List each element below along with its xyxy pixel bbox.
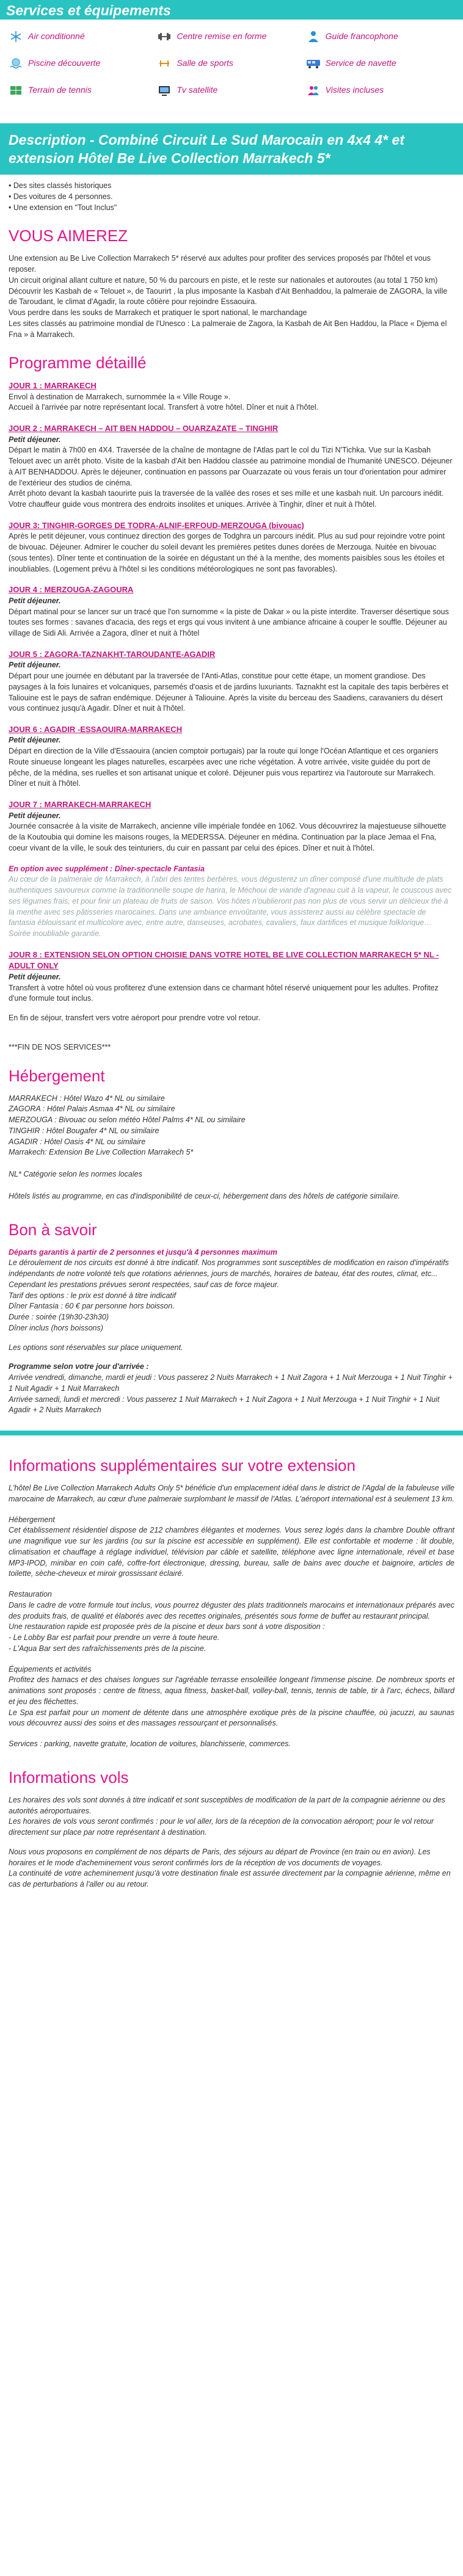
day-title: JOUR 7 : MARRAKECH-MARRAKECH — [9, 800, 151, 810]
infos-equip-text: Profitez des hamacs et des chaises longues sur l'agréable terrasse ensoleillée longeant l'immense piscine. De nombreux sports et animations sont proposés : centre de fitness, aqua fitness, basket-ball, volley-ball, tennis, tennis de table, tir à l'arc, échecs, billard et jeu des fléchettes. Le Spa est parfait pour un moment de détente dans une atmosphère exotique près de la piscine chauffée, où jacuzzi, au saunas vous découvrez aussi des soins et des massages ressourçant et personnalisés. — [9, 1675, 454, 1728]
day-7 — [9, 799, 454, 854]
infos-content — [0, 1456, 463, 1890]
hebergement-list: MARRAKECH : Hôtel Wazo 4* NL ou similaire ZAGORA : Hôtel Palais Asmaa 4* NL ou similaire MERZOUGA : Bivouac ou selon météo Hôtel Palms 4* NL ou similaire TINGHIR : Hôtel Bougafer 4* NL ou similaire AGADIR : Hôtel Oasis 4* NL ou similaire Marrakech: Extension Be Live Collection Marrakech 5* — [9, 1094, 246, 1157]
day-sub: Petit déjeuner. — [9, 596, 61, 605]
service-outdoor-pool: Piscine découverte — [9, 56, 157, 71]
day-title: JOUR 5 : ZAGORA-TAZNAKHT-TAROUDANTE-AGADIR — [9, 649, 216, 659]
bon-options-note: Les options sont réservables sur place uniquement. — [9, 1343, 183, 1352]
services-grid — [0, 20, 463, 104]
bon-highlight: Départs garantis à partir de 2 personnes et jusqu'à 4 personnes maximum — [9, 1247, 277, 1257]
hebergement-note-2: Hôtels listés au programme, en cas d'indisponibilité de ceux-ci, hébergement dans des hôtels de catégorie similaire. — [9, 1191, 400, 1200]
service-french-guide: Guide francophone — [306, 29, 454, 44]
day-sub: Petit déjeuner. — [9, 736, 61, 745]
day-text: Envol à destination de Marrakech, surnommée la « Ville Rouge ». Accueil à l'arrivée par notre représentant local. Transfert à votre hôtel. Dîner et nuit à l'hôtel. — [9, 392, 319, 412]
bon-prog-title: Programme selon votre jour d'arrivée : — [9, 1362, 149, 1371]
days-list — [9, 380, 454, 854]
day-text: Départ le matin à 7h00 en 4X4. Traversée de la chaîne de montagne de l'Atlas part le col du Tizi N'Tichka. Vue sur la Kasbah Telouet avec un arrêt photo. Visite de la kasbah d'Ait ben Haddou classée au patrimoine mondial de l'humanité UNESCO. Déjeuner à AIT BENHADDOU. Après le déjeuner, continuation en passons par Ouarzazate où vous ferais un tour d'orientation pour admirer de l'extérieur des studios de cinéma. Arrêt photo devant la kasbah taourirte puis la traversée de la vallée des roses et ses mille et une kasbah nuit. Un parcours inédit. Votre chauffeur guide vous montrera des endroits insolites et uniques. Arrivée à Tinghir, dîner et nuit à l'hôtel. — [9, 446, 453, 509]
shuttle-icon — [306, 56, 321, 71]
tv-icon — [157, 83, 172, 98]
bon-paragraphs: Le déroulement de nos circuits est donné à titre indicatif. Nos programmes sont susceptibles de modification en raison d'impératifs indépendants de notre volonté tels que rotations aériennes, jours de marchés, horaires de bateau, état des routes, climat, etc... Cependant les prestations prévues seront respectées, sauf cas de force majeur. Tarif des options : le prix est donné à titre indicatif Dîner Fantasia : 60 € par personne hors boisson. Durée : soirée (19h30-23h30) Dîner inclus (hors boissons) — [9, 1258, 449, 1332]
service-fitness-center: Centre remise en forme — [157, 29, 305, 44]
visits-icon — [306, 83, 321, 98]
day-sub: Petit déjeuner. — [9, 661, 61, 670]
day-text: Transfert à votre hôtel où vous profiterez d'une extension dans ce charmant hôtel réservé uniquement pour les adultes. Profitez d'une formule tout inclus. — [9, 983, 439, 1003]
description-header — [0, 123, 463, 175]
infos-services-text: Services : parking, navette gratuite, location de voitures, blanchisserie, commerces. — [9, 1740, 291, 1749]
day-text: Départ en direction de la Ville d'Essaouira (ancien comptoir portugais) par la route qui longe l'Océan Atlantique et ces organiers Route sinueuse longeant les plages naturelles, escarpées avec une riche végétation. À votre arrivée, visite guidée du port de pêche, de la médina, ses ruelles et son artisanat unique et coloré. Déjeuner puis vous repartirez via l'autoroute sur Marrakech. Dîner et nuit à l'hôtel. — [9, 747, 439, 788]
infos-heb-text: Cet établissement résidentiel dispose de 212 chambres élégantes et modernes. Vous serez logés dans la chambre Double offrant une magnifique vue sur les jardins (ou sur la piscine est accessible en supplément). Elle est confortable et moderne : lit double, climatisation et chauffage à réglage individuel, télévision par câble et satellite, téléphone avec ligne internationale, réveil et base MP3-IPOD, minibar en coin café, coffre-fort électronique, dressing, bureau, salle de bains avec douche et baignoire, articles de toilette, sèche-cheveux et miroir grossissant éclairé. — [9, 1526, 454, 1578]
service-satellite-tv: Tv satellite — [157, 83, 305, 98]
tennis-icon — [9, 83, 23, 98]
description-title: Description - Combiné Circuit Le Sud Marocain en 4x4 4* et extension Hôtel Be Live Collection Marrakech 5* — [9, 132, 404, 166]
option-text: Au cœur de la palmeraie de Marrakech, à l'abri des tentes berbères, vous dégusterez un dîner composé d'une multitude de plats authentiques savoureux comme la traditionnelle soupe de harira, le Méchoui de viande d'agneau cuit à la vapeur, le couscous avec ses légumes frais, et pour finir un plateau de fruits de saison. Vos hôtes n'oublieront pas non plus de vous servir un délicieux thé à la menthe avec ses pâtisseries marocaines. Dans une ambiance envoûtante, vous assisterez aussi au célèbre spectacle de fantasia éblouissant et multicolore avec, entre autre, danseuses, acrobates, cavaliers, faux dartifices et musique folklorique… Soirée inoubliable garantie. — [9, 875, 452, 938]
day-2 — [9, 423, 454, 510]
day-sub: Petit déjeuner. — [9, 972, 61, 981]
day-last: En fin de séjour, transfert vers votre aéroport pour prendre votre vol retour. — [9, 1014, 261, 1023]
bon-prog-lines: Arrivée vendredi, dimanche, mardi et jeudi : Vous passerez 2 Nuits Marrakech + 1 Nuit Zagora + 1 Nuit Merzouga + 1 Nuit Tinghir + 1 Nuit Agadir + 1 Nuit Marrakech Arrivée samedi, lundi et mercredi : Vous passerez 1 Nuit Marrakech + 1 Nuit Zagora + 1 Nuit Merzouga + 1 Nuit Tinghir + 1 Nuit Agadir + 2 Nuits Marrakech — [9, 1373, 453, 1415]
service-gym: Salle de sports — [157, 56, 305, 71]
infos-rest-text: Dans le cadre de votre formule tout inclus, vous pourrez déguster des plats traditionnels marocains et internationaux préparés avec des produits frais, de qualité et élaborés avec des recettes originales, présentés sous forme de buffet au restaurant principal. Une restauration rapide est proposée près de la piscine et deux bars sont à votre disposition : - Le Lobby Bar est parfait pour prendre un verre à toute heure. - L'Aqua Bar sert des rafraîchissements près de la piscine. — [9, 1600, 454, 1653]
separator-bar — [0, 1431, 463, 1435]
infos-rest-title: Restauration — [9, 1590, 52, 1599]
main-content — [0, 181, 463, 1416]
option-title: En option avec supplément : Dîner-spectacle Fantasia — [9, 864, 205, 873]
vols-paragraphs: Les horaires des vols sont donnés à titre indicatif et sont susceptibles de modification de la part de la compagnie aérienne ou des autorités aéroportuaires. Les horaires de vols vous seront confirmés : pour le vol aller, lors de la réception de la convocation aéroport; pour le vol retour directement sur place par notre représentant à destination. Nous vous proposons en complément de nos départs de Paris, des séjours au départ de Province (en train ou en avion). Les horaires et le mode d'acheminement vous seront confirmés lors de la réception de vos documents de voyages. La continuité de votre acheminement jusqu'à votre destination finale est assurée directement par la compagnie aérienne, même en cas de perturbations à l'aller ou au retour. — [9, 1795, 451, 1889]
day-3 — [9, 520, 454, 575]
day-5 — [9, 649, 454, 714]
vous-aimerez-text: Une extension au Be Live Collection Marrakech 5* réservé aux adultes pour profiter des services proposés par l'hôtel et vous reposer. Un circuit original allant culture et nature, 50 % du parcours en piste, et le reste sur nationales et autoroutes (au total 1 750 km) Découvrir les Kasbah de « Telouet », de Taourirt , la plus imposante la Kasbah d'Ait Benhaddou, la palmeraie de ZAGORA, la ville de Taroudant, le climat d'Agadir, la route côtière pour rejoindre Essaouira. Vous perdre dans les souks de Marrakech et pratiquer le sport national, le marchandage Les sites classés au patrimoine mondial de l'Unesco : La palmeraie de Zagora, la Kasbah de Ait Ben Haddou, la Place « Djema el Fna » à Marrakech. — [9, 254, 448, 339]
option-block — [9, 864, 454, 940]
infos-equip-title: Équipements et activités — [9, 1664, 92, 1674]
day-4 — [9, 584, 454, 639]
list-item: • Des sites classés historiques — [9, 181, 112, 190]
day-1 — [9, 380, 454, 413]
day-text: Départ matinal pour se lancer sur un tracé que l'on surnomme « la piste de Dakar » ou la piste interdite. Traverser désertique sous toutes ses formes : savanes d'acacia, des regs et ergs qui vous invitent à une ambiance africaine à couper le souffle. Déjeuner au village de Sidi Ali. Arrivée a Zagora, dîner et nuit à l'hôtel — [9, 607, 449, 638]
vols-title: Informations vols — [9, 1768, 129, 1787]
day-6 — [9, 724, 454, 789]
infos-heb-title: Hébergement — [9, 1515, 55, 1524]
service-included-visits: Visites incluses — [306, 83, 454, 98]
list-item: • Une extension en "Tout Inclus" — [9, 203, 117, 212]
bon-title: Bon à savoir — [9, 1220, 97, 1239]
dumbbell-icon — [157, 29, 172, 44]
service-air-conditioning: Air conditionné — [9, 29, 157, 44]
programme-title: Programme détaillé — [9, 354, 147, 372]
infos-title: Informations supplémentaires sur votre extension — [9, 1456, 355, 1475]
snowflake-icon — [9, 29, 23, 44]
day-text: Départ pour une journée en débutant par la traversée de l'Anti-Atlas, constitue pour cette étape, un moment grandiose. Des paysages à la fois lunaires et volcaniques, parsemés d'oasis et de jardins luxuriants. Taznakht est la capitale des tapis berbères et Taliouine est le pays de safran endémique. Déjeuner à Taliouine. Après la visite du berceau des Saadiens, caravaniers du désert vous continuez jusqu'à Agadir. Dîner et nuit à l'hôtel. — [9, 672, 448, 713]
day-title: JOUR 2 : MARRAKECH – AIT BEN HADDOU – OUARZAZATE – TINGHIR — [9, 424, 279, 434]
hebergement-title: Hébergement — [9, 1066, 105, 1085]
service-shuttle: Service de navette — [306, 56, 454, 71]
day-text: Journée consacrée à la visite de Marrakech, ancienne ville impériale fondée en 1062. Vous découvrirez la majestueuse silhouette de la Koutoubia qui domine les maisons rouges, la MEDERSSA. Déjeuner en médina. Continuation par la place Jemaa el Fna, coeur vivant de la ville, le souk des teinturiers, du cuir en passant par celui des épices. Dîner et nuit à l'hôtel. — [9, 822, 447, 852]
services-header — [0, 0, 463, 20]
services-title: Services et équipements — [6, 2, 171, 18]
service-tennis: Terrain de tennis — [9, 83, 157, 98]
day-title: JOUR 1 : MARRAKECH — [9, 381, 97, 391]
day-title: JOUR 6 : AGADIR -ESSAOUIRA-MARRAKECH — [9, 725, 183, 735]
infos-intro: L'hôtel Be Live Collection Marrakech Adults Only 5* bénéficie d'un emplacement idéal dans le district de l'Agdal de la fabuleuse ville marocaine de Marrakech, au cœur d'une palmeraie surplombant le massif de l'Atlas. L'aéroport international est à seulement 13 km. — [9, 1484, 454, 1503]
day-sub: Petit déjeuner. — [9, 435, 61, 444]
day-title: JOUR 8 : EXTENSION SELON OPTION CHOISIE DANS VOTRE HOTEL BE LIVE COLLECTION MARRAKECH 5* NL - ADULT ONLY — [9, 949, 439, 971]
hebergement-note-1: NL* Catégorie selon les normes locales — [9, 1170, 142, 1179]
gym-icon — [157, 56, 172, 71]
guide-icon — [306, 29, 321, 44]
day-title: JOUR 3: TINGHIR-GORGES DE TODRA-ALNIF-ERFOUD-MERZOUGA (bivouac) — [9, 520, 304, 530]
vous-aimerez-title: VOUS AIMEREZ — [9, 227, 128, 245]
day-8 — [9, 949, 454, 1024]
day-text: Après le petit déjeuner, vous continuez direction des gorges de Todghra un parcours inédit. Plus au sud pour rejoindre votre point de bivouac. Déjeuner. Admirer le coucher du soleil devant les premières petites dunes dorées de Merzouga. Nuitée en bivouac (sous tentes). Dîner tente et continuation de la soirée en dégustant un thé à la menthe, des moments paisibles sous les étoiles et inoubliables. (Logement prévu à l'hôtel si les conditions météorologiques ne sont pas favorables). — [9, 532, 445, 573]
day-sub: Petit déjeuner. — [9, 811, 61, 820]
pool-icon — [9, 56, 23, 71]
fin-services: ***FIN DE NOS SERVICES*** — [9, 1042, 111, 1051]
list-item: • Des voitures de 4 personnes. — [9, 192, 113, 201]
day-title: JOUR 4 : MERZOUGA-ZAGOURA — [9, 585, 134, 595]
description-bullets — [9, 181, 454, 213]
